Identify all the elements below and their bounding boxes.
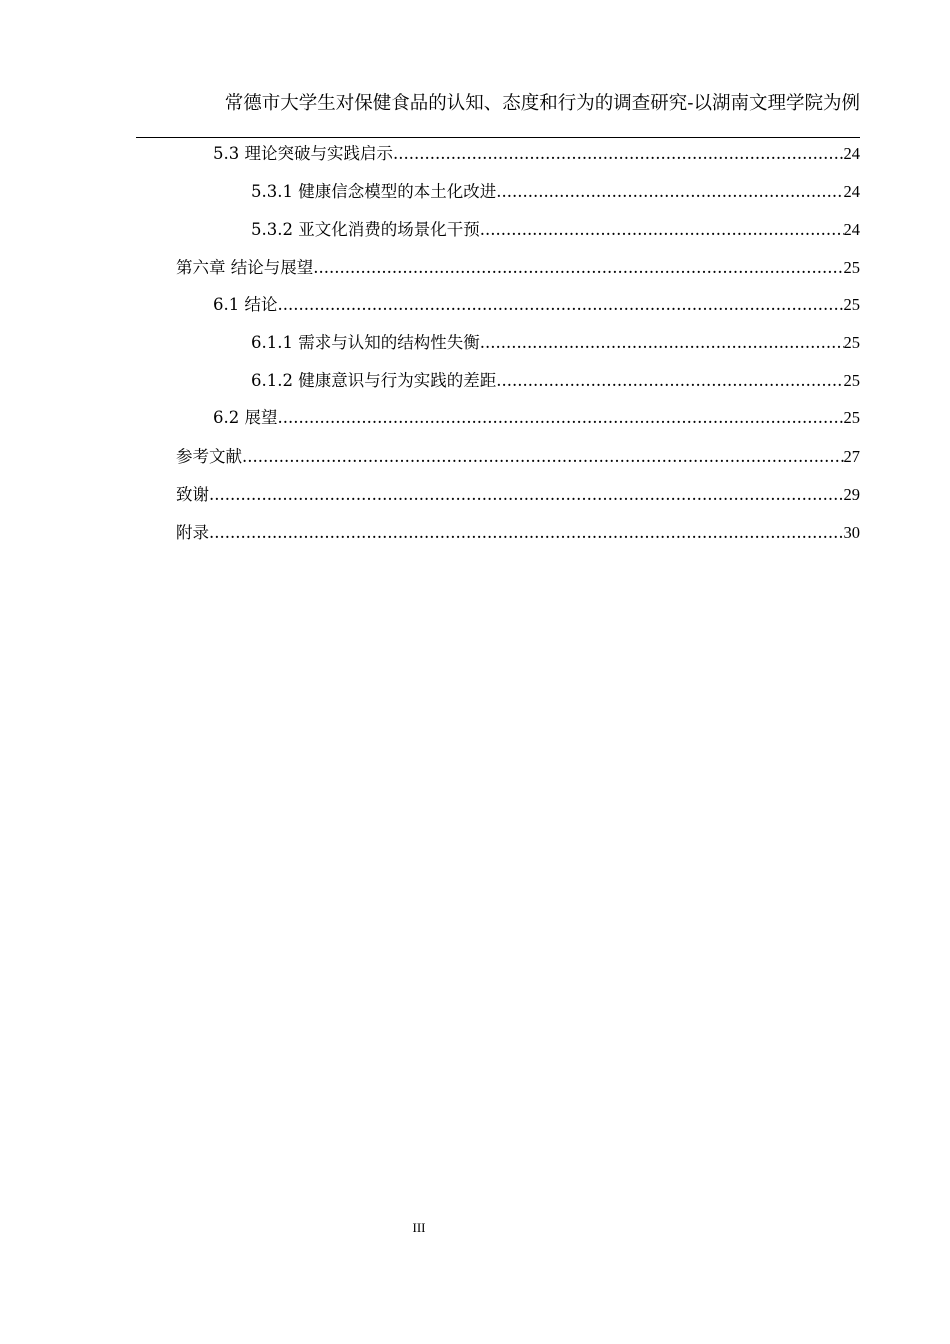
toc-entry-5-3-1[interactable]: [251, 179, 860, 205]
toc-dot-leader: [496, 368, 843, 394]
toc-dot-leader: [393, 141, 844, 167]
toc-entry-page: 25: [843, 371, 860, 390]
header-rule: [136, 137, 860, 138]
toc-dot-leader: [209, 520, 844, 546]
toc-dot-leader: [496, 179, 843, 205]
toc-entry-label: 6.2 展望: [213, 408, 278, 427]
toc-dot-leader: [313, 255, 843, 281]
toc-dot-leader: [242, 444, 844, 470]
toc-entry-page: 25: [843, 333, 860, 352]
page-number: III: [412, 1220, 426, 1235]
toc-dot-leader: [278, 405, 844, 431]
toc-entry-references[interactable]: [176, 444, 860, 470]
toc-dot-leader: [209, 482, 844, 508]
toc-entry-page: 24: [843, 182, 860, 201]
toc-entry-6-2[interactable]: [213, 405, 860, 431]
toc-entry-5-3-2[interactable]: [251, 217, 860, 243]
toc-entry-6-1-1[interactable]: [251, 330, 860, 356]
toc-entry-acknowledgements[interactable]: [176, 482, 860, 508]
running-header: 常德市大学生对保健食品的认知、态度和行为的调查研究-以湖南文理学院为例: [224, 93, 860, 114]
toc-dot-leader: [480, 330, 844, 356]
toc-entry-label: 6.1.2 健康意识与行为实践的差距: [251, 371, 497, 390]
toc-entry-label: 5.3 理论突破与实践启示: [213, 144, 393, 163]
toc-entry-5-3[interactable]: [213, 141, 860, 167]
toc-entry-page: 25: [843, 258, 860, 277]
toc-entry-appendix[interactable]: [176, 520, 860, 546]
toc-entry-label: 参考文献: [176, 447, 242, 466]
toc-entry-page: 25: [843, 408, 860, 427]
toc-entry-label: 附录: [176, 523, 209, 542]
toc-entry-page: 24: [843, 144, 860, 163]
toc-entry-page: 27: [843, 447, 860, 466]
toc-entry-page: 30: [843, 523, 860, 542]
toc-entry-label: 5.3.1 健康信念模型的本土化改进: [251, 182, 497, 201]
toc-entry-page: 29: [843, 485, 860, 504]
toc-entry-label: 第六章 结论与展望: [176, 258, 314, 277]
toc-entry-label: 致谢: [176, 485, 209, 504]
toc-entry-label: 5.3.2 亚文化消费的场景化干预: [251, 220, 480, 239]
toc-entry-label: 6.1 结论: [213, 295, 278, 314]
toc-dot-leader: [278, 292, 844, 318]
toc-entry-chapter-6[interactable]: [176, 255, 860, 281]
toc-entry-page: 25: [843, 295, 860, 314]
toc-entry-6-1-2[interactable]: [251, 368, 860, 394]
toc-dot-leader: [480, 217, 844, 243]
toc-entry-page: 24: [843, 220, 860, 239]
toc-entry-label: 6.1.1 需求与认知的结构性失衡: [251, 333, 480, 352]
toc-entry-6-1[interactable]: [213, 292, 860, 318]
